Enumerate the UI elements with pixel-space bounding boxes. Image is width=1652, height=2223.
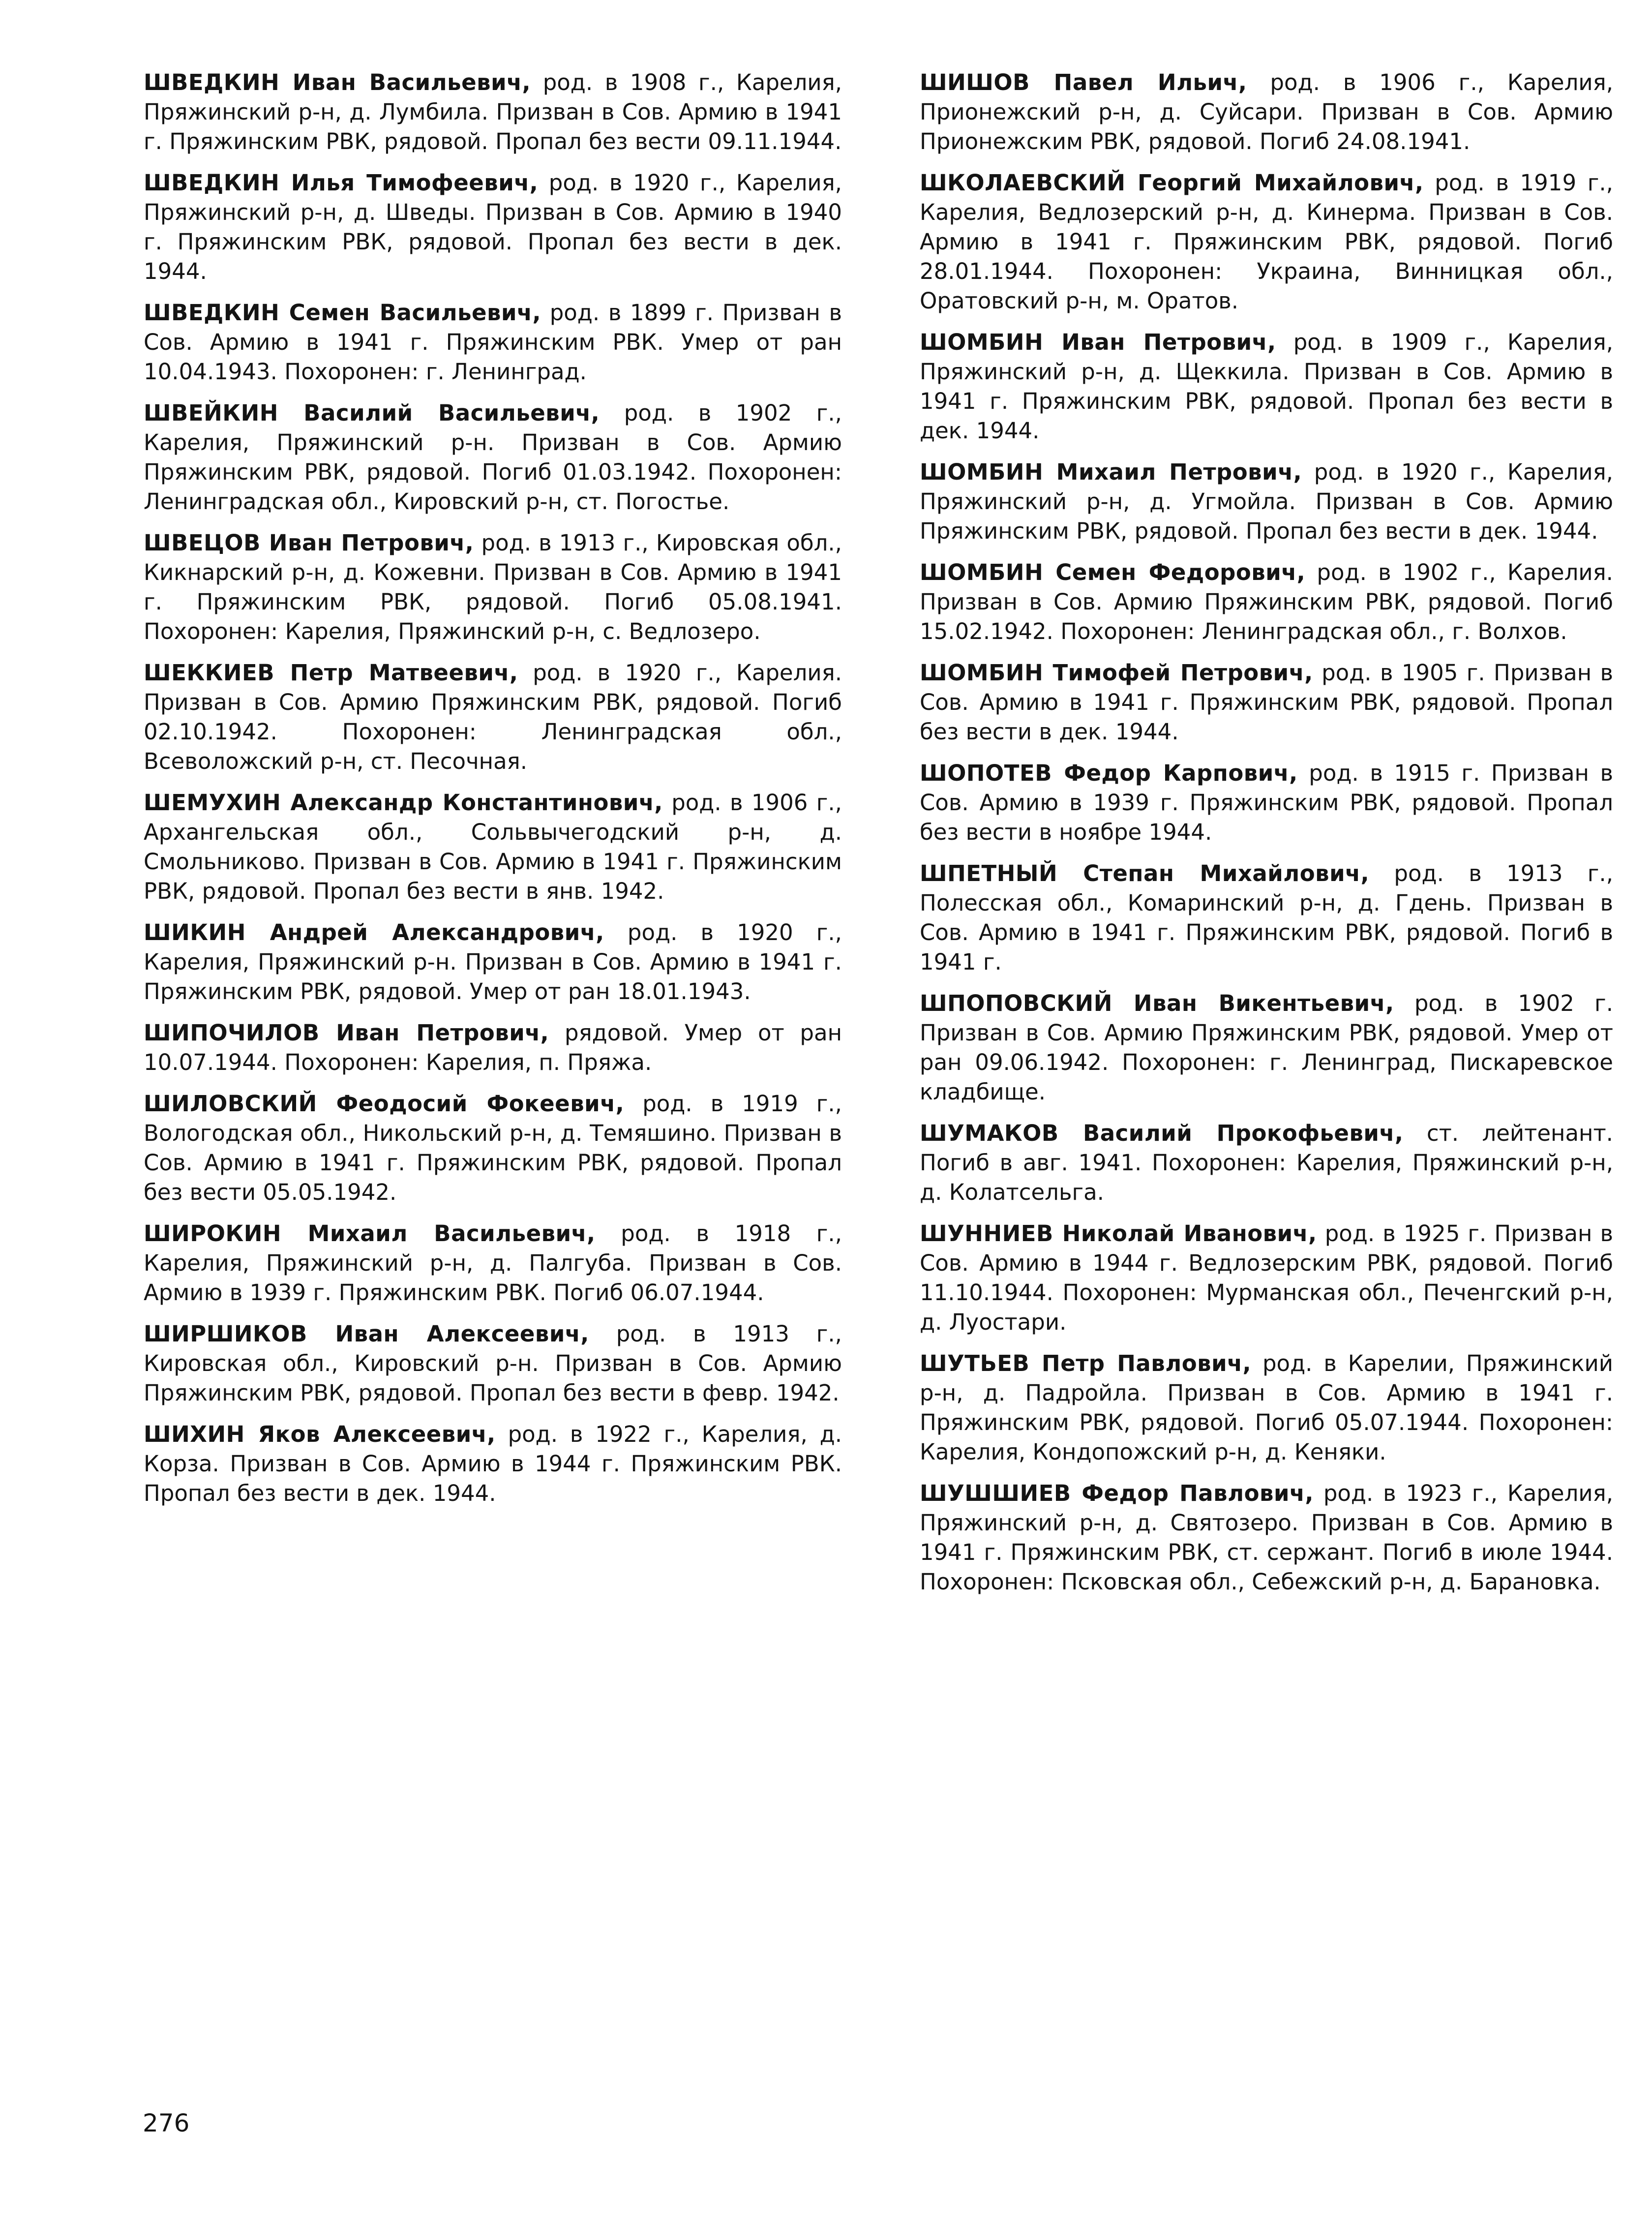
list-item bbox=[144, 1089, 842, 1207]
entry-name: ШОМБИН Михаил Петрович, bbox=[920, 459, 1302, 485]
entry-name: ШВЕЙКИН Василий Васильевич, bbox=[144, 400, 600, 426]
entry-name: ШОПОТЕВ Федор Карпович, bbox=[920, 760, 1298, 786]
entry-text: род. в 1920 г., Карелия. Призван в Сов. Армию Пряжинским РВК, рядовой. Погиб 02.10.1942. Похоронен: Ленинградская обл., Всеволожский р-н, ст. Песочная. bbox=[144, 660, 842, 774]
entry-name: ШИШОВ Павел Ильич, bbox=[920, 69, 1247, 95]
entry-name: ШОМБИН Тимофей Петрович, bbox=[920, 660, 1313, 686]
left-column bbox=[144, 68, 842, 1520]
entry-text: род. в 1905 г. Призван в Сов. Армию в 1941 г. Пряжинским РВК, рядовой. Пропал без вести в дек. 1944. bbox=[920, 660, 1614, 745]
entry-name: ШОМБИН Семен Федорович, bbox=[920, 559, 1306, 585]
list-item bbox=[144, 788, 842, 906]
entry-name: ШВЕДКИН Илья Тимофеевич, bbox=[144, 170, 539, 196]
entry-name: ШОМБИН Иван Петрович, bbox=[920, 329, 1276, 355]
entry-text: род. в 1915 г. Призван в Сов. Армию в 1939 г. Пряжинским РВК, рядовой. Пропал без вести в ноябре 1944. bbox=[920, 760, 1614, 845]
entry-name: ШУТЬЕВ Петр Павлович, bbox=[920, 1350, 1252, 1376]
entry-text: род. в 1913 г., Кировская обл., Кикнарский р-н, д. Кожевни. Призван в Сов. Армию в 1941 г. Пряжинским РВК, рядовой. Погиб 05.08.1941. Похоронен: Карелия, Пряжинский р-н, с. Ведлозеро. bbox=[144, 530, 842, 644]
page-number: 276 bbox=[143, 2109, 190, 2137]
entry-name: ШИПОЧИЛОВ Иван Петрович, bbox=[144, 1020, 549, 1046]
list-item bbox=[920, 457, 1613, 546]
entry-text: рядовой. Умер от ран 10.07.1944. Похоронен: Карелия, п. Пряжа. bbox=[144, 1020, 842, 1075]
entry-text: род. в 1925 г. Призван в Сов. Армию в 1944 г. Ведлозерским РВК, рядовой. Погиб 11.10.1944. Похоронен: Мурманская обл., Печенгский р-н, д. Луостари. bbox=[920, 1220, 1614, 1335]
entry-text: ст. лейтенант. Погиб в авг. 1941. Похоронен: Карелия, Пряжинский р-н, д. Колатсельга. bbox=[920, 1120, 1613, 1205]
entry-name: ШУННИЕВ Николай Иванович, bbox=[920, 1220, 1317, 1247]
entry-text: род. в 1902 г., Карелия, Пряжинский р-н. Призван в Сов. Армию Пряжинским РВК, рядовой. Погиб 01.03.1942. Похоронен: Ленинградская обл., Кировский р-н, ст. Погостье. bbox=[144, 400, 842, 515]
entry-text: род. в 1906 г., Карелия, Прионежский р-н, д. Суйсари. Призван в Сов. Армию Прионежским РВК, рядовой. Погиб 24.08.1941. bbox=[920, 69, 1613, 154]
entry-text: род. в 1919 г., Вологодская обл., Никольский р-н, д. Темяшино. Призван в Сов. Армию в 1941 г. Пряжинским РВК, рядовой. Пропал без вести 05.05.1942. bbox=[144, 1091, 842, 1205]
entry-name: ШЕККИЕВ Петр Матвеевич, bbox=[144, 660, 518, 686]
entry-text: род. в 1909 г., Карелия, Пряжинский р-н, д. Щеккила. Призван в Сов. Армию в 1941 г. Пряжинским РВК, рядовой. Пропал без вести в дек. 1944. bbox=[920, 329, 1614, 444]
entry-text: род. в 1913 г., Полесская обл., Комаринский р-н, д. Гдень. Призван в Сов. Армию в 1941 г. Пряжинским РВК, рядовой. Погиб в 1941 г. bbox=[920, 860, 1613, 975]
list-item bbox=[144, 528, 842, 646]
list-item bbox=[144, 1319, 842, 1408]
entry-text: род. в 1919 г., Карелия, Ведлозерский р-н, д. Кинерма. Призван в Сов. Армию в 1941 г. Пряжинским РВК, рядовой. Погиб 28.01.1944. Похоронен: Украина, Винницкая обл., Оратовский р-н, м. Оратов. bbox=[920, 170, 1613, 314]
list-item bbox=[920, 328, 1613, 446]
list-item bbox=[144, 1018, 842, 1077]
entry-name: ШИЛОВСКИЙ Феодосий Фокеевич, bbox=[144, 1091, 625, 1117]
entry-name: ШИРШИКОВ Иван Алексеевич, bbox=[144, 1321, 589, 1347]
entry-text: род. в Карелии, Пряжинский р-н, д. Падройла. Призван в Сов. Армию в 1941 г. Пряжинским РВК, рядовой. Погиб 05.07.1944. Похоронен: Карелия, Кондопожский р-н, д. Кеняки. bbox=[920, 1350, 1613, 1465]
entry-text: род. в 1902 г. Призван в Сов. Армию Пряжинским РВК, рядовой. Умер от ран 09.06.1942. Похоронен: г. Ленинград, Пискаревское кладбище. bbox=[920, 990, 1613, 1105]
list-item bbox=[920, 168, 1613, 316]
list-item bbox=[144, 1219, 842, 1308]
entry-text: род. в 1902 г., Карелия. Призван в Сов. Армию Пряжинским РВК, рядовой. Погиб 15.02.1942. Похоронен: Ленинградская обл., г. Волхов. bbox=[920, 559, 1613, 644]
list-item bbox=[920, 989, 1613, 1107]
list-item bbox=[920, 1119, 1613, 1207]
entry-name: ШПЕТНЫЙ Степан Михайлович, bbox=[920, 860, 1370, 886]
entry-name: ШВЕЦОВ Иван Петрович, bbox=[144, 530, 474, 556]
list-item bbox=[144, 918, 842, 1006]
list-item bbox=[920, 1349, 1613, 1467]
list-item bbox=[144, 398, 842, 517]
entry-text: род. в 1923 г., Карелия, Пряжинский р-н, д. Святозеро. Призван в Сов. Армию в 1941 г. Пряжинским РВК, ст. сержант. Погиб в июле 1944. Похоронен: Псковская обл., Себежский р-н, д. Барановка. bbox=[920, 1480, 1613, 1595]
entry-name: ШЕМУХИН Александр Константинович, bbox=[144, 790, 663, 816]
entry-text: род. в 1920 г., Карелия, Пряжинский р-н, д. Угмойла. Призван в Сов. Армию Пряжинским РВК, рядовой. Пропал без вести в дек. 1944. bbox=[920, 459, 1613, 544]
entry-text: род. в 1918 г., Карелия, Пряжинский р-н, д. Палгуба. Призван в Сов. Армию в 1939 г. Пряжинским РВК. Погиб 06.07.1944. bbox=[144, 1220, 842, 1306]
entry-text: род. в 1920 г., Карелия, Пряжинский р-н, д. Шведы. Призван в Сов. Армию в 1940 г. Пряжинским РВК, рядовой. Пропал без вести в дек. 1944. bbox=[144, 170, 842, 284]
list-item bbox=[144, 658, 842, 776]
entry-text: род. в 1906 г., Архангельская обл., Сольвычегодский р-н, д. Смольниково. Призван в Сов. Армию в 1941 г. Пряжинским РВК, рядовой. Пропал без вести в янв. 1942. bbox=[144, 790, 842, 904]
list-item bbox=[144, 68, 842, 156]
entry-text: род. в 1913 г., Кировская обл., Кировский р-н. Призван в Сов. Армию Пряжинским РВК, рядовой. Пропал без вести в февр. 1942. bbox=[144, 1321, 842, 1406]
list-item bbox=[144, 298, 842, 387]
list-item bbox=[144, 168, 842, 286]
list-item bbox=[920, 658, 1613, 747]
list-item bbox=[920, 759, 1613, 847]
entry-text: род. в 1922 г., Карелия, д. Корза. Призван в Сов. Армию в 1944 г. Пряжинским РВК. Пропал без вести в дек. 1944. bbox=[144, 1421, 842, 1506]
entry-text: род. в 1899 г. Призван в Сов. Армию в 1941 г. Пряжинским РВК. Умер от ран 10.04.1943. Похоронен: г. Ленинград. bbox=[144, 300, 842, 385]
entry-name: ШУШШИЕВ Федор Павлович, bbox=[920, 1480, 1314, 1506]
entry-name: ШИХИН Яков Алексеевич, bbox=[144, 1421, 496, 1447]
entry-name: ШКОЛАЕВСКИЙ Георгий Михайлович, bbox=[920, 170, 1424, 196]
entry-name: ШПОПОВСКИЙ Иван Викентьевич, bbox=[920, 990, 1394, 1016]
list-item bbox=[920, 1479, 1613, 1597]
entry-name: ШУМАКОВ Василий Прокофьевич, bbox=[920, 1120, 1404, 1146]
entry-name: ШИКИН Андрей Александрович, bbox=[144, 919, 604, 945]
entry-text: род. в 1920 г., Карелия, Пряжинский р-н. Призван в Сов. Армию в 1941 г. Пряжинским РВК, рядовой. Умер от ран 18.01.1943. bbox=[144, 919, 842, 1005]
entry-text: род. в 1908 г., Карелия, Пряжинский р-н, д. Лумбила. Призван в Сов. Армию в 1941 г. Пряжинским РВК, рядовой. Пропал без вести 09.11.1944. bbox=[144, 69, 842, 154]
right-column bbox=[920, 68, 1613, 1609]
entry-name: ШВЕДКИН Семен Васильевич, bbox=[144, 300, 541, 326]
list-item bbox=[920, 68, 1613, 156]
entry-name: ШВЕДКИН Иван Васильевич, bbox=[144, 69, 531, 95]
list-item bbox=[920, 859, 1613, 977]
list-item bbox=[144, 1420, 842, 1508]
entry-name: ШИРОКИН Михаил Васильевич, bbox=[144, 1220, 596, 1247]
list-item bbox=[920, 1219, 1613, 1337]
list-item bbox=[920, 558, 1613, 646]
